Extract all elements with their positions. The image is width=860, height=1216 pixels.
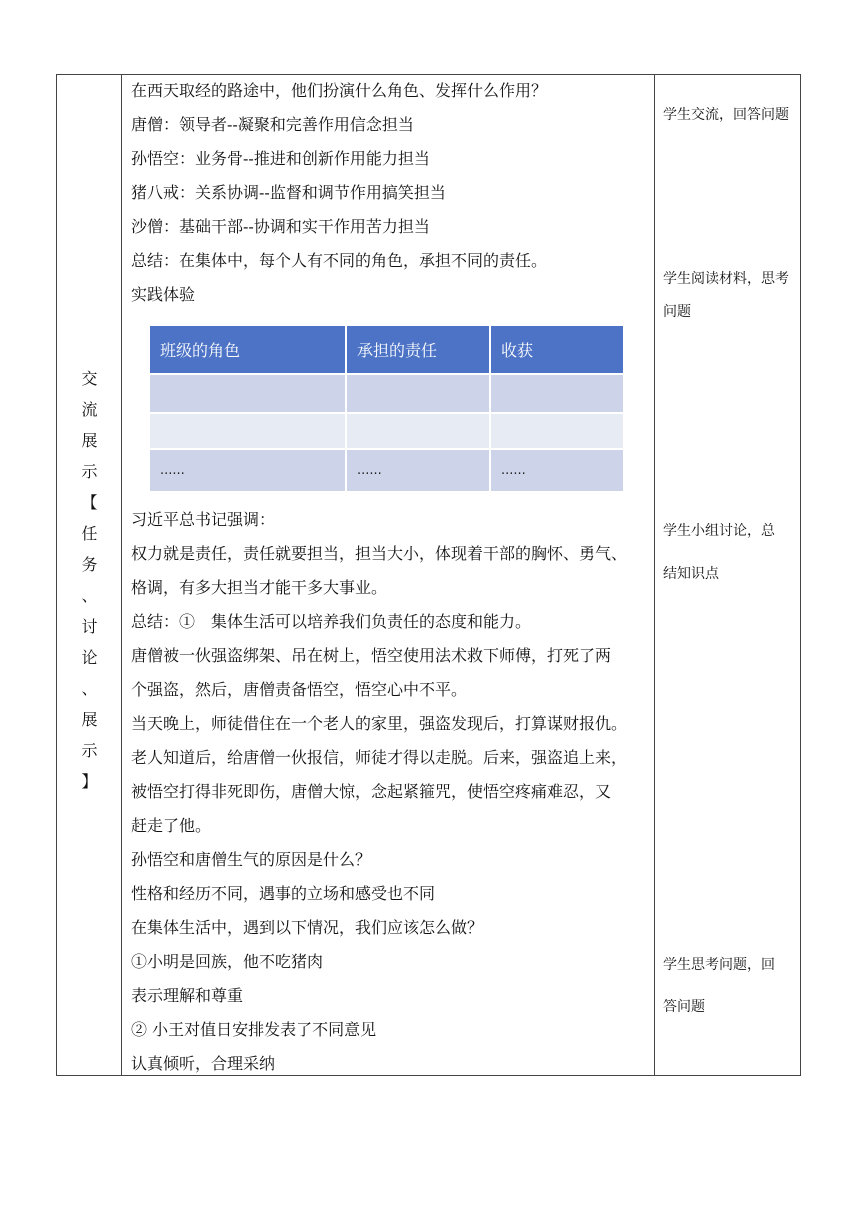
lesson-table [56,74,801,1076]
story-line: 当天晚上，师徒借住在一个老人的家里，强盗发现后，打算谋财报仇。 [131,714,628,733]
section-label-char: 示 [81,462,98,481]
question-roles: 在西天取经的路途中，他们扮演什么角色、发挥什么作用？ [131,81,548,100]
situation-1: ①小明是回族，他不吃猪肉 [131,952,324,971]
answer-2: 认真倾听，合理采纳 [131,1054,276,1073]
student-note: 学生小组讨论，总 [663,523,775,539]
story-line: 唐僧被一伙强盗绑架、吊在树上，悟空使用法术救下师傅，打死了两 [131,646,612,665]
table-cell [491,375,623,412]
student-note: 结知识点 [663,566,719,582]
section-label-char: 、 [81,679,98,698]
student-note: 学生阅读材料，思考 [663,271,789,287]
header-gain: 收获 [491,326,623,373]
section-label [57,363,122,797]
table-cell [491,414,623,448]
student-note: 学生交流，回答问题 [663,107,789,123]
section-label-char: 展 [81,710,98,729]
answer-1: 表示理解和尊重 [131,986,244,1005]
table-cell [347,375,489,412]
practice-heading: 实践体验 [131,285,196,304]
role-tangseng: 唐僧：领导者--凝聚和完善作用信念担当 [131,115,414,134]
student-note: 问题 [663,304,691,320]
summary-line: 总结：① 集体生活可以培养我们负责任的态度和能力。 [131,612,532,631]
situation-2: ② 小王对值日安排发表了不同意见 [131,1020,377,1039]
header-responsibility: 承担的责任 [347,326,489,373]
table-cell [150,414,345,448]
column-divider-right [654,75,655,1075]
section-label-char: 【 [81,493,98,512]
role-shaseng: 沙僧：基础干部--协调和实干作用苦力担当 [131,217,430,236]
question-situations: 在集体生活中，遇到以下情况，我们应该怎么做？ [131,918,484,937]
quote-intro: 习近平总书记强调： [131,510,276,529]
practice-table-header [150,326,623,373]
table-cell: ...... [491,450,623,491]
answer-anger: 性格和经历不同，遇事的立场和感受也不同 [131,884,436,903]
table-row [150,375,623,412]
student-note: 学生思考问题，回 [663,957,775,973]
role-wukong: 孙悟空：业务骨--推进和创新作用能力担当 [131,149,430,168]
story-line: 被悟空打得非死即伤，唐僧大惊，念起紧箍咒，使悟空疼痛难忍，又 [131,782,612,801]
practice-table [148,324,625,493]
role-bajie: 猪八戒：关系协调--监督和调节作用搞笑担当 [131,183,446,202]
section-label-char: 务 [81,555,98,574]
table-cell: ...... [150,450,345,491]
story-line: 个强盗，然后，唐僧责备悟空，悟空心中不平。 [131,680,468,699]
section-label-char: 交 [81,369,98,388]
section-label-char: 、 [81,586,98,605]
quote-line: 权力就是责任，责任就要担当，担当大小，体现着干部的胸怀、勇气、 [131,544,628,563]
question-anger: 孙悟空和唐僧生气的原因是什么？ [131,850,372,869]
section-label-char: 流 [81,400,98,419]
story-line: 赶走了他。 [131,816,212,835]
table-row [150,414,623,448]
story-line: 老人知道后，给唐僧一伙报信，师徒才得以走脱。后来，强盗追上来， [131,748,628,767]
student-note: 答问题 [663,999,705,1015]
header-class-role: 班级的角色 [150,326,345,373]
section-label-char: 论 [81,648,98,667]
summary-roles: 总结：在集体中，每个人有不同的角色，承担不同的责任。 [131,251,548,270]
table-cell [150,375,345,412]
section-label-char: 讨 [81,617,98,636]
section-label-char: 】 [81,772,98,791]
quote-line: 格调，有多大担当才能干多大事业。 [131,578,388,597]
section-label-char: 展 [81,431,98,450]
table-cell: ...... [347,450,489,491]
section-label-char: 任 [81,524,98,543]
table-cell [347,414,489,448]
section-label-char: 示 [81,741,98,760]
table-row [150,450,623,491]
